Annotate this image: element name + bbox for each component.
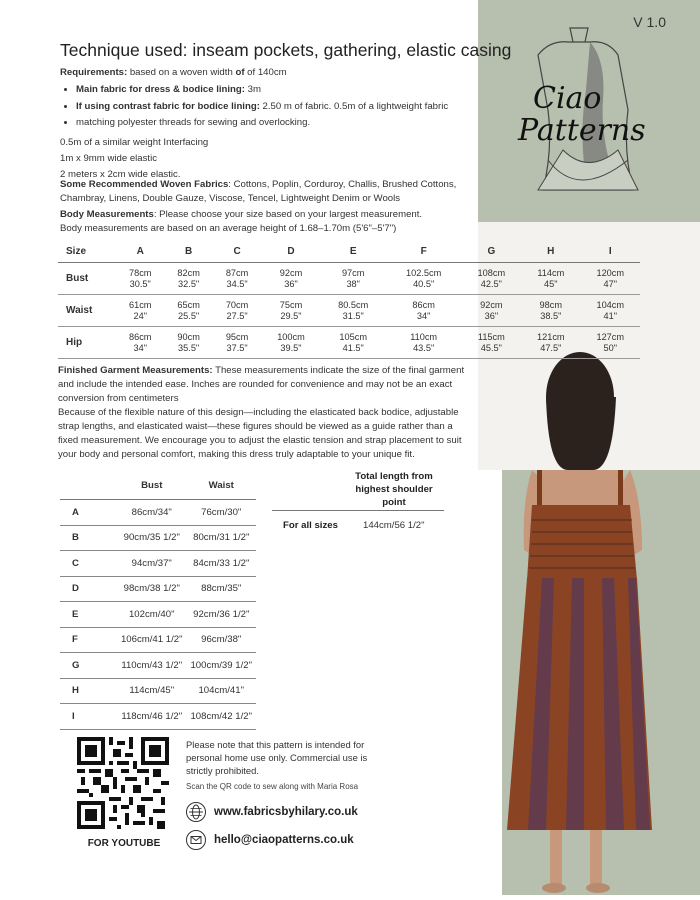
length-row-label: For all sizes [283,520,338,531]
finished-text: These measurements indicate the size of the final garment and include the intended ease. Inches are rounded for convenience and may not be an exact conversion from centimeters [58,365,465,404]
finished-para2: Because of the flexible nature of this design—including the elasticated back bodice, adjustable strap lengths, and elasticated waist—these figures should be viewed as a guide rather than a fixed measurement. We encourage you to adjust the elastic tension and strap placement to suit your body and personal comfort, making this dress truly adaptable to your unique fit. [58,407,462,460]
size-cell: 70cm 27.5" [213,295,261,327]
length-value: 144cm/56 1/2" [363,520,425,531]
requirements-text-bold: of [235,67,245,78]
body-measurements-block [60,208,470,236]
logo-text-patterns: Patterns [518,113,646,148]
req-extra: 0.5m of a similar weight Interfacing [60,136,209,148]
table-row: E 102cm/40" 92cm/36 1/2" [60,602,256,628]
fabrics-block [60,178,465,206]
website-link[interactable]: www.fabricsbyhilary.co.uk [214,806,358,818]
row-label: Waist [58,295,116,327]
size-col-header: B [164,240,212,263]
table-row: G 110cm/43 1/2" 100cm/39 1/2" [60,653,256,679]
size-col-header: G [462,240,521,263]
size-cell: 100cm 39.5" [261,327,320,359]
size-col-header: I [581,240,641,263]
size-cell: 92cm 36" [462,295,521,327]
size-cell: 115cm 45.5" [462,327,521,359]
website-row[interactable] [186,802,358,822]
table-row: H 114cm/45" 104cm/41" [60,678,256,704]
mail-icon [186,830,206,850]
size-cell: 104cm 41" [581,295,641,327]
size-cell: 98cm 38.5" [521,295,580,327]
fabrics-label: Some Recommended Woven Fabrics [60,179,229,190]
table-row: B 90cm/35 1/2" 80cm/31 1/2" [60,525,256,551]
qr-code[interactable] [77,737,169,829]
size-cell: 95cm 37.5" [213,327,261,359]
size-col-header: C [213,240,261,263]
size-col-header: A [116,240,164,263]
size-cell: 114cm 45" [521,263,580,295]
table-row-bust [58,263,640,295]
table-row-hip [58,327,640,359]
size-cell: 86cm 34" [116,327,164,359]
size-col-header: H [521,240,580,263]
size-col-header: E [321,240,386,263]
size-cell: 105cm 41.5" [321,327,386,359]
logo-text-ciao: Ciao [533,81,602,116]
table-row-waist [58,295,640,327]
size-col-header: F [386,240,462,263]
size-col-header: D [261,240,320,263]
scan-note: Scan the QR code to sew along with Maria Rosa [186,782,359,791]
usage-note: Please note that this pattern is intended for personal home use only. Commercial use is strictly prohibited. [186,739,368,776]
req-bullet: • Main fabric for dress & bodice lining: 3m [76,82,470,99]
size-cell: 61cm 24" [116,295,164,327]
col-header-bust: Bust [117,472,187,500]
finished-block [58,364,468,406]
req-extra: 2 meters x 2cm wide elastic. [60,168,181,180]
size-cell: 110cm 43.5" [386,327,462,359]
size-cell: 121cm 47.5" [521,327,580,359]
body-measurements-label: Body Measurements [60,209,154,220]
size-cell: 80.5cm 31.5" [321,295,386,327]
size-cell: 108cm 42.5" [462,263,521,295]
size-cell: 92cm 36" [261,263,320,295]
length-header: Total length from highest shoulder point [355,471,433,508]
col-header-waist: Waist [187,472,257,500]
page-title: Technique used: inseam pockets, gathering, elastic casing [60,40,512,60]
version-label: V 1.0 [633,14,666,30]
email-row[interactable] [186,830,354,850]
size-header-label: Size [58,240,116,263]
row-label: Bust [58,263,116,295]
table-row: C 94cm/37" 84cm/33 1/2" [60,551,256,577]
table-row: D 98cm/38 1/2" 88cm/35" [60,576,256,602]
logo-panel [478,0,700,222]
table-row: A 86cm/34" 76cm/30" [60,500,256,526]
size-table [58,240,640,359]
requirements-text-post: of 140cm [244,67,287,78]
size-cell: 120cm 47" [581,263,641,295]
length-divider [272,510,444,511]
req-bullet: • matching polyester threads for sewing and overlocking. [76,115,470,132]
body-measurements-line2: Body measurements are based on an average height of 1.68–1.70m (5'6"–5'7") [60,223,397,234]
size-cell: 127cm 50" [581,327,641,359]
requirements-text-pre: based on a woven width [127,67,236,78]
size-cell: 78cm 30.5" [116,263,164,295]
requirements-block [60,66,470,183]
size-cell: 87cm 34.5" [213,263,261,295]
dress-form-logo [478,0,700,222]
size-cell: 86cm 34" [386,295,462,327]
finished-table [60,472,256,730]
email-link[interactable]: hello@ciaopatterns.co.uk [214,834,354,846]
req-bullet: • If using contrast fabric for bodice lining: 2.50 m of fabric. 0.5m of a lightweight fabric [76,99,470,116]
table-row: I 118cm/46 1/2" 108cm/42 1/2" [60,704,256,730]
req-extra: 1m x 9mm wide elastic [60,152,158,164]
globe-icon [186,802,206,822]
qr-caption: FOR YOUTUBE [87,838,161,849]
size-cell: 65cm 25.5" [164,295,212,327]
body-measurements-text: : Please choose your size based on your largest measurement. [153,209,423,220]
size-cell: 82cm 32.5" [164,263,212,295]
size-cell: 75cm 29.5" [261,295,320,327]
row-label: Hip [58,327,116,359]
size-cell: 97cm 38" [321,263,386,295]
requirements-label: Requirements: [60,67,128,78]
size-cell: 102.5cm 40.5" [386,263,462,295]
dress-photo [502,470,700,895]
fabrics-text: : Cottons, Poplin, Corduroy, Challis, Brushed Cottons, Chambray, Linens, Double Gauze, Viscose, Tencel, Lightweight Denim or Wools [60,179,457,204]
table-row: F 106cm/41 1/2" 96cm/38" [60,627,256,653]
finished-label: Finished Garment Measurements: [58,365,213,376]
size-cell: 90cm 35.5" [164,327,212,359]
